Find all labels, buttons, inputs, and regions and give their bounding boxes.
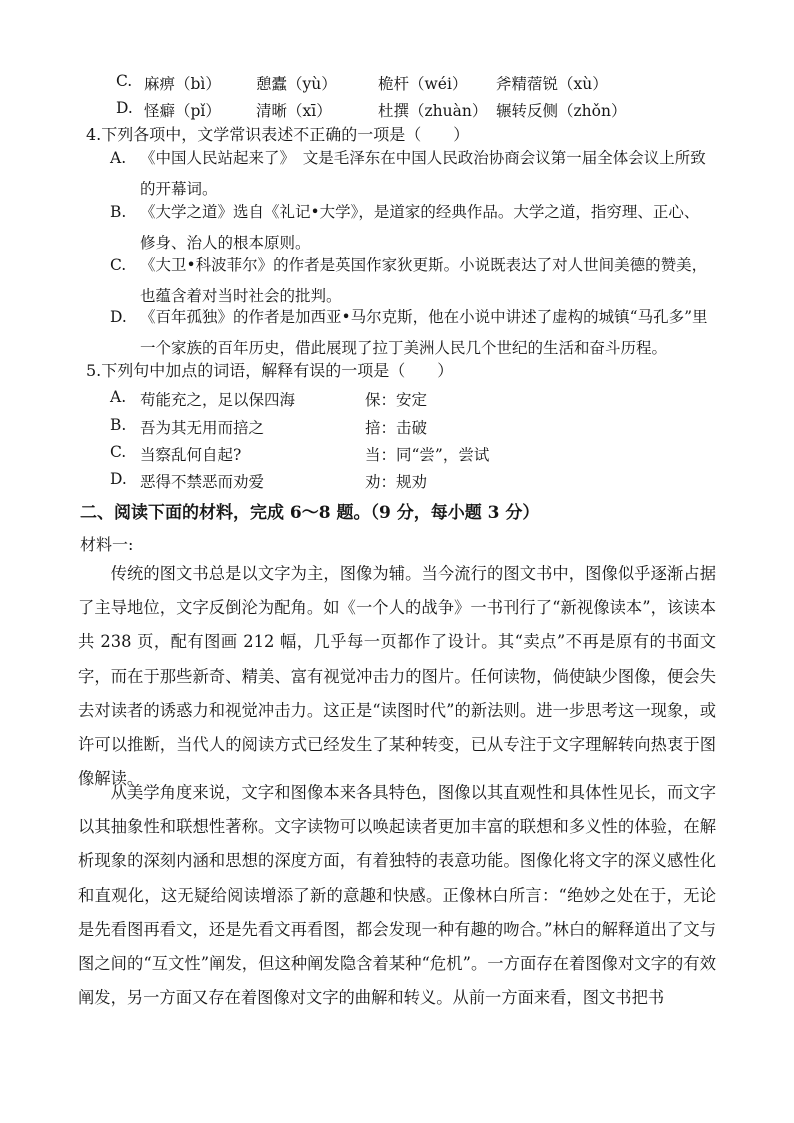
q3-option-item: 憩蠹（yù）	[256, 75, 337, 93]
option-gloss: 掊：击破	[365, 419, 428, 437]
q5-option-b	[110, 416, 428, 437]
q5-stem: 5.下列句中加点的词语，解释有误的一项是（ ）	[86, 361, 454, 380]
option-letter: D.	[110, 470, 127, 488]
q5-option-c	[110, 443, 490, 464]
option-sentence: 苟能充之，足以保四海	[140, 391, 296, 409]
option-letter: A.	[110, 388, 127, 406]
option-text: 《百年孤独》的作者是加西亚•马尔克斯，他在小说中讲述了虚构的城镇“马孔多”里一个家族的百年历史，借此展现了拉丁美洲人民几个世纪的生活和奋斗历程。	[140, 308, 708, 357]
option-letter: B.	[110, 203, 127, 221]
option-sentence: 当察乱何自起?	[140, 446, 242, 464]
material-label: 材料一:	[80, 535, 134, 554]
option-text: 《中国人民站起来了》 文是毛泽东在中国人民政治协商会议第一届全体会议上所致的开幕词。	[140, 149, 706, 198]
material-paragraph-2: 从美学角度来说，文字和图像本来各具特色，图像以其直观性和具体性见长，而文字以其抽象性和联想性著称。文字读物可以唤起读者更加丰富的联想和多义性的体验，在解析现象的深刻内涵和思想的深度方面，有着独特的表意功能。图像化将文字的深义感性化和直观化，这无疑给阅读增添了新的意趣和快感。正像林白所言：“绝妙之处在于，无论是先看图再看文，还是先看文再看图，都会发现一种有趣的吻合。”林白的解释道出了文与图之间的“互文性”阐发，但这种阐发隐含着某种“危机”。一方面存在着图像对文字的有效阐发，另一方面又存在着图像对文字的曲解和转义。从前一方面来看，图文书把书	[78, 783, 716, 1008]
option-letter: C.	[110, 443, 127, 461]
q3-option-letter: C.	[116, 72, 133, 90]
q3-option-item: 辗转反侧（zhǒn）	[496, 102, 627, 120]
option-letter: B.	[110, 416, 127, 434]
option-text: 《大卫•科波菲尔》的作者是英国作家狄更斯。小说既表达了对人世间美德的赞美，也蕴含着对当时社会的批判。	[140, 256, 708, 305]
material-paragraph-1: 传统的图文书总是以文字为主，图像为辅。当今流行的图文书中，图像似乎逐渐占据了主导地位，文字反倒沦为配角。如《一个人的战争》一书刊行了“新视像读本”，该读本共 238 页，配有图画 212 幅，几乎每一页都作了设计。其“卖点”不再是原有的书面文字，而在于那些新奇、精美、富有视觉冲击力的图片。任何读物，倘使缺少图像，便会失去对读者的诱惑力和视觉冲击力。这正是“读图时代”的新法则。进一步思考这一现象，或许可以推断，当代人的阅读方式已经发生了某种转变，已从专注于文字理解转向热衷于图像解读。	[78, 564, 716, 789]
option-text: 《大学之道》选自《礼记•大学》，是道家的经典作品。大学之道，指穷理、正心、修身、治人的根本原则。	[140, 203, 700, 252]
q3-option-letter: D.	[116, 99, 133, 117]
option-letter: C.	[110, 256, 127, 274]
option-sentence: 恶得不禁恶而劝爱	[140, 473, 265, 491]
option-letter: D.	[110, 308, 127, 326]
option-sentence: 吾为其无用而掊之	[140, 419, 265, 437]
q3-option-item: 怪癖（pǐ）	[144, 102, 221, 120]
q5-option-d	[110, 470, 428, 491]
q4-option-a	[110, 143, 710, 205]
q3-option-item: 麻痹（bì）	[144, 75, 221, 93]
section-heading: 二、阅读下面的材料，完成 6～8 题。（9 分，每小题 3 分）	[80, 503, 540, 523]
q3-option-item: 斧精蓿锐（xù）	[496, 75, 608, 93]
option-gloss: 保：安定	[365, 391, 428, 409]
q4-stem: 4.下列各项中，文学常识表述不正确的一项是（ ）	[86, 125, 470, 144]
q3-option-item: 桅杆（wéi）	[378, 75, 468, 93]
q3-option-item: 杜撰（zhuàn）	[378, 102, 488, 120]
option-letter: A.	[110, 149, 127, 167]
q3-option-item: 清晰（xī）	[256, 102, 332, 120]
option-gloss: 当：同“尝”，尝试	[365, 446, 490, 464]
option-gloss: 劝：规劝	[365, 473, 428, 491]
q5-option-a	[110, 388, 428, 409]
q4-option-d	[110, 302, 710, 364]
